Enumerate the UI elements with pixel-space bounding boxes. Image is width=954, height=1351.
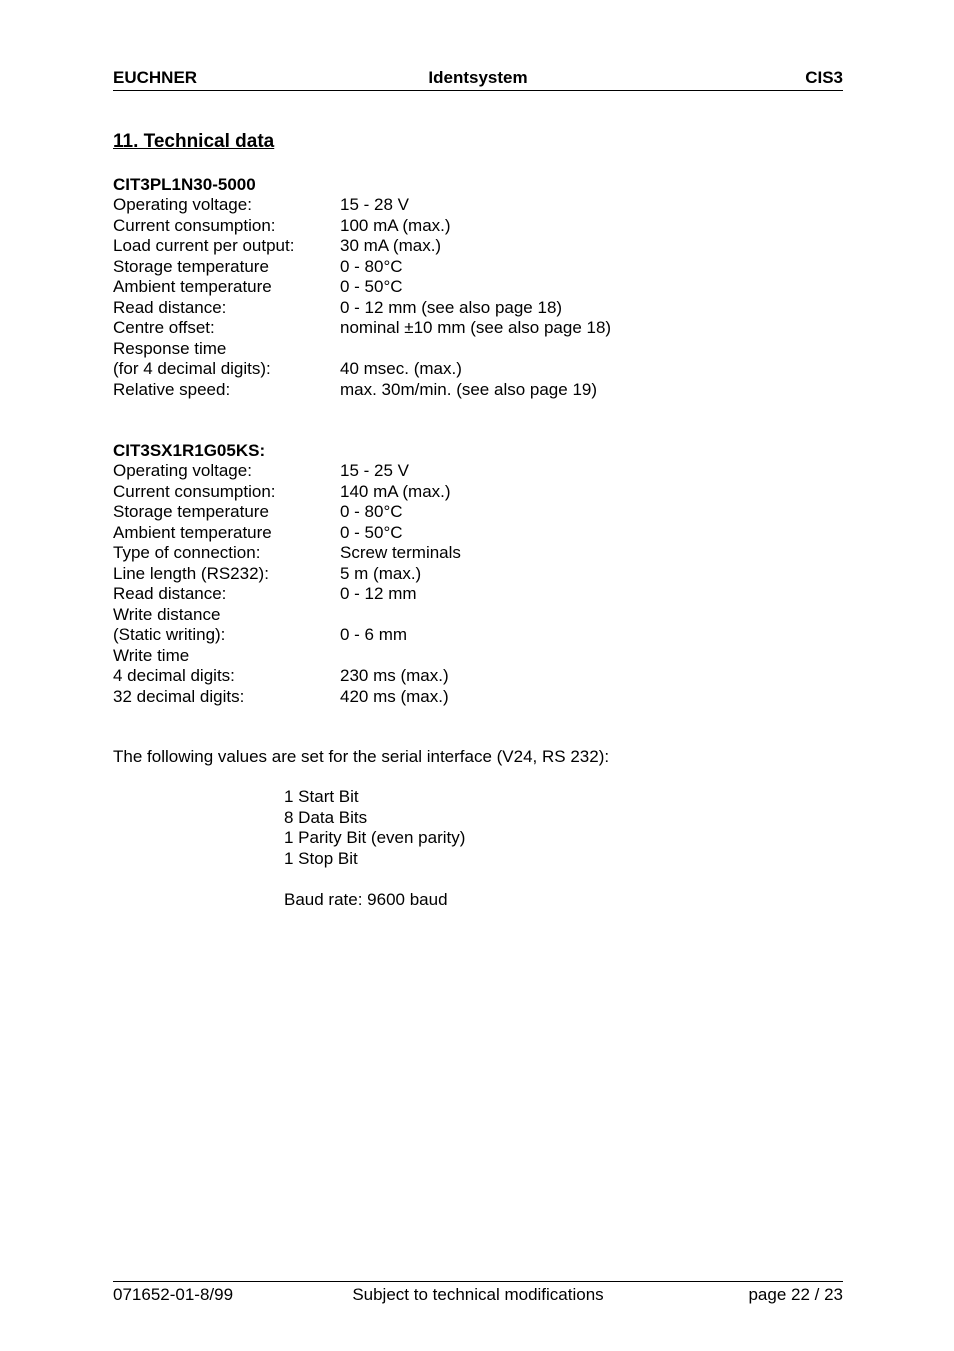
spec-value: 0 - 12 mm (see also page 18) [340, 297, 563, 317]
serial-setting-item: 8 Data Bits [284, 807, 368, 827]
spec-row [113, 646, 265, 667]
spec-row [113, 666, 449, 687]
spec-value: 0 - 6 mm [340, 625, 408, 644]
spec-value: 0 - 50°C [340, 522, 403, 542]
spec-label: (Static writing): [113, 625, 226, 644]
header-product: CIS3 [805, 68, 843, 87]
document-number: 071652-01-8/99 [113, 1285, 234, 1304]
spec-row [113, 236, 442, 257]
spec-section-2 [113, 440, 461, 707]
page-header [113, 68, 843, 91]
baud-rate: Baud rate: 9600 baud [284, 890, 448, 909]
spec-label: Relative speed: [113, 379, 231, 399]
spec-label: Ambient temperature [113, 522, 272, 542]
spec-label: Type of connection: [113, 543, 261, 562]
spec-row [113, 543, 461, 564]
serial-setting-item: 1 Start Bit [284, 787, 359, 806]
page-title: 11. Technical data [113, 131, 275, 152]
spec-row [113, 215, 451, 237]
spec-value: 0 - 12 mm [340, 584, 417, 603]
spec-label: Operating voltage: [113, 461, 252, 480]
page-number: page 22 / 23 [748, 1285, 843, 1304]
spec-row [113, 359, 462, 380]
spec-label: Centre offset: [113, 318, 215, 337]
spec-value: 15 - 28 V [340, 195, 409, 214]
spec-label: Ambient temperature [113, 277, 272, 296]
spec-value: 0 - 80°C [340, 256, 403, 276]
spec-value: max. 30m/min. (see also page 19) [340, 379, 598, 399]
spec-value: 100 mA (max.) [340, 215, 451, 235]
serial-settings-list [284, 787, 465, 869]
spec-row [113, 605, 265, 626]
spec-label: Read distance: [113, 584, 227, 603]
serial-setting-item: 1 Stop Bit [284, 848, 358, 868]
serial-setting-item: 1 Parity Bit (even parity) [284, 828, 466, 847]
spec-value: 15 - 25 V [340, 461, 409, 480]
spec-label: Storage temperature [113, 256, 269, 276]
spec-row [113, 277, 403, 298]
spec-value: 40 msec. (max.) [340, 359, 462, 378]
section-heading: CIT3SX1R1G05KS: [113, 441, 266, 460]
spec-label: Write distance [113, 604, 221, 624]
page-footer [113, 1281, 843, 1306]
spec-value: 5 m (max.) [340, 563, 422, 583]
spec-row [113, 461, 409, 482]
spec-section-1 [113, 174, 612, 400]
spec-label: Line length (RS232): [113, 563, 269, 583]
spec-row [113, 256, 403, 278]
spec-row [113, 563, 422, 585]
spec-label: Load current per output: [113, 236, 295, 255]
serial-interface-intro: The following values are set for the serial interface (V24, RS 232): [113, 747, 610, 766]
spec-row [113, 625, 408, 646]
spec-value: 0 - 80°C [340, 502, 403, 521]
spec-label: Write time [113, 645, 190, 665]
spec-label: Storage temperature [113, 502, 269, 521]
spec-label: (for 4 decimal digits): [113, 359, 271, 378]
spec-value: 0 - 50°C [340, 277, 403, 296]
spec-value: 140 mA (max.) [340, 481, 451, 501]
spec-row [113, 481, 451, 503]
spec-label: Read distance: [113, 297, 227, 317]
header-company: EUCHNER [113, 68, 198, 87]
spec-row [113, 297, 563, 319]
spec-row [113, 522, 403, 544]
spec-label: 4 decimal digits: [113, 666, 235, 685]
spec-value: 230 ms (max.) [340, 666, 449, 685]
spec-value: Screw terminals [340, 543, 461, 562]
spec-value: nominal ±10 mm (see also page 18) [340, 318, 612, 337]
spec-row [113, 195, 409, 216]
spec-value: 420 ms (max.) [340, 686, 449, 706]
spec-row [113, 584, 417, 605]
spec-row [113, 686, 449, 708]
header-title: Identsystem [428, 68, 528, 87]
footer-note: Subject to technical modifications [352, 1285, 604, 1304]
spec-label: Current consumption: [113, 215, 276, 235]
spec-row [113, 379, 598, 401]
section-heading: CIT3PL1N30-5000 [113, 175, 256, 194]
spec-row [113, 339, 256, 360]
spec-row [113, 502, 403, 523]
spec-row [113, 318, 612, 339]
spec-label: Operating voltage: [113, 195, 252, 214]
spec-label: Current consumption: [113, 481, 276, 501]
spec-value: 30 mA (max.) [340, 236, 442, 255]
spec-label: Response time [113, 338, 227, 358]
spec-label: 32 decimal digits: [113, 686, 245, 706]
